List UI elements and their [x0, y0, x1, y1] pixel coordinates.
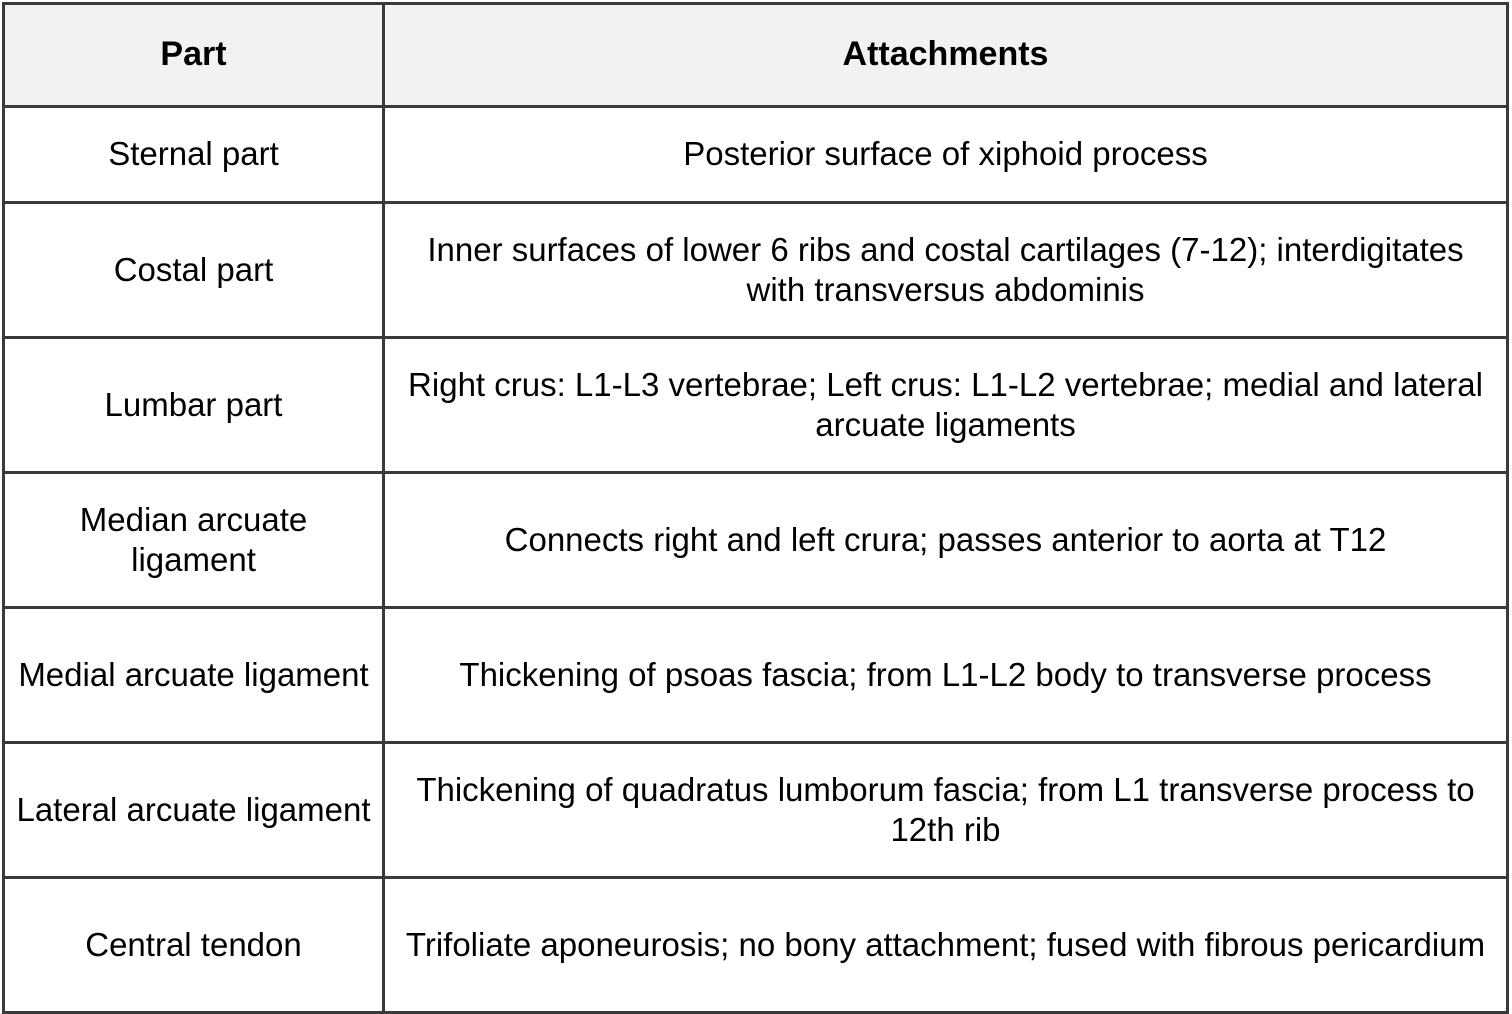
cell-attachments: Posterior surface of xiphoid process [384, 107, 1508, 203]
cell-part: Lumbar part [4, 338, 384, 473]
cell-attachments: Inner surfaces of lower 6 ribs and costal cartilages (7-12); interdigitates with transversus abdominis [384, 203, 1508, 338]
cell-attachments: Thickening of psoas fascia; from L1-L2 body to transverse process [384, 608, 1508, 743]
cell-part: Sternal part [4, 107, 384, 203]
diaphragm-attachments-table [2, 2, 1509, 1014]
table-row [4, 107, 1508, 203]
cell-part: Costal part [4, 203, 384, 338]
table-header-row [4, 4, 1508, 107]
diaphragm-attachments-table-container [0, 2, 1512, 1001]
table-row [4, 338, 1508, 473]
cell-attachments: Connects right and left crura; passes anterior to aorta at T12 [384, 473, 1508, 608]
column-header-part: Part [4, 4, 384, 107]
cell-part: Median arcuate ligament [4, 473, 384, 608]
table-row [4, 743, 1508, 878]
cell-part: Central tendon [4, 878, 384, 1013]
table-row [4, 473, 1508, 608]
cell-part: Lateral arcuate ligament [4, 743, 384, 878]
table-header [4, 4, 1508, 107]
table-row [4, 608, 1508, 743]
cell-attachments: Right crus: L1-L3 vertebrae; Left crus: L1-L2 vertebrae; medial and lateral arcuate ligaments [384, 338, 1508, 473]
table-row [4, 203, 1508, 338]
cell-part: Medial arcuate ligament [4, 608, 384, 743]
cell-attachments: Thickening of quadratus lumborum fascia; from L1 transverse process to 12th rib [384, 743, 1508, 878]
cell-attachments: Trifoliate aponeurosis; no bony attachment; fused with fibrous pericardium [384, 878, 1508, 1013]
table-row [4, 878, 1508, 1013]
table-body [4, 107, 1508, 1013]
column-header-attachments: Attachments [384, 4, 1508, 107]
